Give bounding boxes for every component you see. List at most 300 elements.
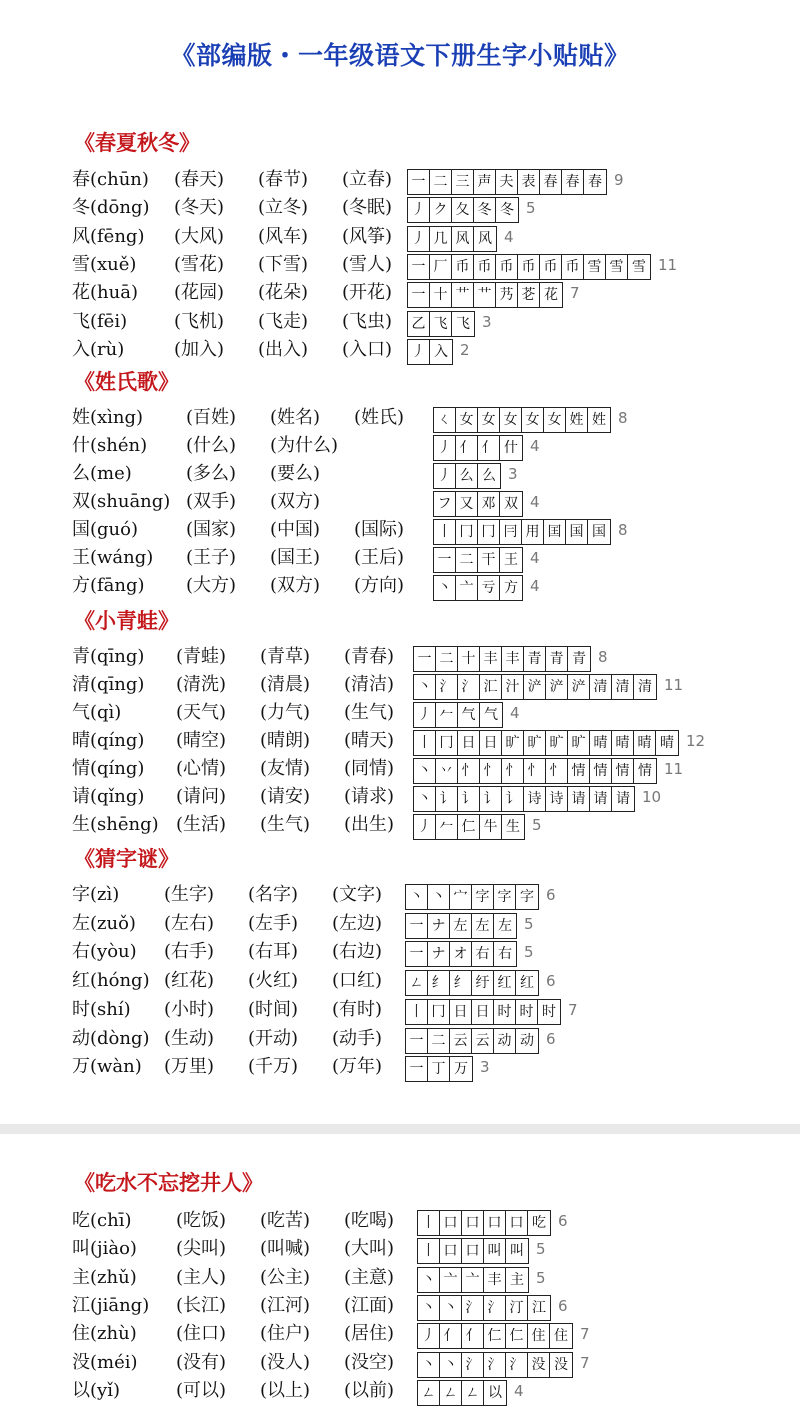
stroke-cell: 右 (472, 942, 494, 966)
stroke-order-box (407, 169, 607, 195)
stroke-cell: 女 (478, 408, 500, 432)
stroke-cell: 浐 (524, 675, 546, 699)
stroke-cell: 叫 (484, 1239, 506, 1263)
stroke-cell: 丿 (434, 436, 456, 460)
stroke-cell: 丿 (434, 464, 456, 488)
stroke-cell: ㄥ (406, 971, 428, 995)
stroke-cell: 丿 (408, 340, 430, 364)
stroke-cell: 氵 (462, 1353, 484, 1377)
stroke-cell: 动 (494, 1029, 516, 1053)
word-example: (生气) (260, 814, 311, 835)
stroke-order-box (413, 646, 591, 672)
word-example: (生气) (344, 702, 395, 723)
stroke-count: 2 (460, 340, 470, 359)
stroke-cell: ナ (428, 942, 450, 966)
word-example: (没空) (344, 1351, 395, 1373)
word-example: (吃喝) (344, 1210, 395, 1231)
stroke-cell: 请 (590, 787, 612, 811)
word-example: (为什么) (270, 435, 339, 456)
stroke-cell: 亻 (456, 436, 478, 460)
word-example: (青草) (260, 646, 311, 667)
word-example: (生字) (164, 884, 215, 905)
stroke-count: 6 (546, 886, 556, 904)
stroke-order-box (417, 1352, 573, 1378)
stroke-order-box (417, 1210, 551, 1236)
stroke-count: 9 (614, 171, 624, 189)
stroke-order-box (413, 786, 635, 812)
stroke-cell: 一 (414, 647, 436, 671)
stroke-cell: 春 (588, 174, 602, 190)
character-row (0, 671, 800, 699)
stroke-cell: 女 (522, 408, 544, 432)
character-row (0, 727, 800, 755)
stroke-count: 4 (530, 437, 540, 455)
word-example: (吃苦) (260, 1210, 311, 1231)
section-title: 《小青蛙》 (74, 609, 179, 633)
character-pinyin: 气(qì) (72, 702, 122, 723)
stroke-cell: 币 (452, 255, 474, 279)
stroke-cell: 忄 (458, 759, 480, 783)
word-example: (飞机) (174, 310, 225, 332)
word-example: (春天) (174, 169, 225, 190)
stroke-count: 11 (664, 676, 684, 694)
character-pinyin: 雪(xuě) (72, 253, 137, 275)
character-pinyin: 国(guó) (72, 519, 138, 540)
stroke-cell: 春 (562, 170, 584, 194)
word-example: (主人) (176, 1266, 227, 1288)
word-example: (右手) (164, 941, 215, 963)
word-example: (住户) (260, 1323, 311, 1345)
stroke-cell: 丶 (414, 675, 436, 699)
character-pinyin: 风(fēng) (72, 225, 145, 247)
word-example: (大风) (174, 225, 225, 247)
stroke-count: 4 (514, 1381, 524, 1400)
stroke-cell: 双 (504, 496, 518, 512)
stroke-cell: 干 (478, 548, 500, 572)
stroke-order-box (433, 463, 501, 489)
character-pinyin: 左(zuǒ) (72, 912, 136, 934)
stroke-cell: 女 (456, 408, 478, 432)
stroke-cell: 氵 (436, 675, 458, 699)
word-example: (以上) (260, 1379, 311, 1401)
stroke-order-box (417, 1238, 529, 1264)
character-pinyin: 字(zì) (72, 884, 120, 905)
character-row (0, 967, 800, 995)
character-row (0, 432, 800, 460)
stroke-cell: 币 (496, 255, 518, 279)
section-title: 《吃水不忘挖井人》 (74, 1171, 263, 1195)
stroke-cell: 日 (450, 1000, 472, 1024)
character-pinyin: 江(jiāng) (72, 1294, 150, 1316)
stroke-cell: 艿 (496, 283, 518, 307)
word-example: (同情) (344, 758, 395, 779)
stroke-cell: 币 (562, 255, 584, 279)
stroke-cell: 字 (494, 885, 516, 909)
stroke-order-box (405, 884, 539, 910)
character-row (0, 938, 800, 966)
stroke-order-box (413, 758, 657, 784)
word-example: (左手) (248, 912, 299, 934)
stroke-cell: 冂 (436, 731, 458, 755)
stroke-cell: 丶 (418, 1268, 440, 1292)
stroke-cell: 纡 (472, 971, 494, 995)
stroke-cell: 雪 (632, 258, 646, 275)
word-example: (生动) (164, 1027, 215, 1049)
word-example: (下雪) (258, 253, 309, 275)
stroke-cell: 气 (458, 703, 480, 727)
stroke-cell: 情 (638, 763, 652, 779)
stroke-cell: 汇 (480, 675, 502, 699)
stroke-cell: 么 (482, 468, 496, 484)
stroke-cell: 请 (616, 791, 630, 807)
stroke-count: 7 (568, 1000, 578, 1019)
stroke-cell: 币 (474, 255, 496, 279)
character-row (0, 404, 800, 432)
stroke-cell: オ (450, 942, 472, 966)
stroke-cell: 丨 (418, 1211, 440, 1235)
stroke-cell: 丶 (414, 787, 436, 811)
stroke-count: 4 (530, 493, 540, 511)
stroke-order-box (433, 519, 611, 545)
word-example: (开花) (342, 282, 393, 304)
stroke-cell: 花 (544, 287, 558, 304)
stroke-cell: 口 (484, 1211, 506, 1235)
stroke-cell: 丿 (408, 198, 430, 222)
stroke-cell: 晴 (590, 731, 612, 755)
character-pinyin: 生(shēng) (72, 814, 159, 835)
stroke-count: 7 (580, 1353, 590, 1372)
stroke-count: 10 (642, 788, 662, 806)
stroke-cell: 𠂉 (436, 815, 458, 839)
character-row (0, 910, 800, 938)
stroke-cell: 夫 (496, 170, 518, 194)
stroke-count: 5 (526, 199, 536, 218)
stroke-cell: 丶 (418, 1296, 440, 1320)
stroke-cell: ク (430, 198, 452, 222)
stroke-cell: 丨 (406, 1000, 428, 1024)
word-example: (双手) (186, 491, 237, 512)
character-pinyin: 住(zhù) (72, 1323, 137, 1345)
stroke-cell: 声 (474, 170, 496, 194)
stroke-cell: 浐 (568, 675, 590, 699)
character-row (0, 1053, 800, 1081)
stroke-cell: 青 (572, 651, 586, 667)
stroke-order-box (413, 674, 657, 700)
word-example: (长江) (176, 1294, 227, 1316)
stroke-cell: 生 (506, 819, 520, 835)
stroke-count: 7 (580, 1325, 590, 1344)
stroke-count: 3 (508, 465, 518, 483)
character-row (0, 699, 800, 727)
stroke-cell: 币 (518, 255, 540, 279)
stroke-cell: 一 (406, 1057, 428, 1081)
stroke-cell: 丶 (428, 885, 450, 909)
word-example: (晴天) (344, 730, 395, 751)
word-example: (雪人) (342, 253, 393, 275)
stroke-cell: 浐 (546, 675, 568, 699)
stroke-cell: 丶 (440, 1353, 462, 1377)
stroke-cell: 国 (592, 524, 606, 540)
word-example: (请求) (344, 786, 395, 807)
stroke-cell: 左 (450, 914, 472, 938)
character-row (0, 783, 800, 811)
stroke-cell: ㄥ (418, 1381, 440, 1405)
stroke-cell: 亏 (478, 576, 500, 600)
page-title: 《部编版・一年级语文下册生字小贴贴》 (170, 41, 630, 70)
character-pinyin: 双(shuāng) (72, 491, 171, 512)
stroke-cell: 飞 (456, 315, 470, 332)
stroke-cell: 以 (488, 1384, 502, 1401)
stroke-cell: 雪 (606, 255, 628, 279)
stroke-order-box (405, 970, 539, 996)
word-example: (风筝) (342, 225, 393, 247)
word-example: (江河) (260, 1294, 311, 1316)
stroke-count: 4 (504, 227, 514, 246)
stroke-cell: 姓 (592, 412, 606, 428)
character-row (0, 1320, 800, 1348)
word-example: (花园) (174, 282, 225, 304)
character-pinyin: 什(shén) (72, 435, 148, 456)
word-example: (心情) (176, 758, 227, 779)
character-row (0, 1025, 800, 1053)
word-example: (姓名) (270, 407, 321, 428)
stroke-cell: 左 (498, 917, 512, 934)
section-title: 《春夏秋冬》 (74, 131, 200, 155)
word-example: (立冬) (258, 197, 309, 219)
stroke-cell: 仁 (484, 1324, 506, 1348)
character-row (0, 1207, 800, 1235)
stroke-cell: 什 (504, 440, 518, 456)
stroke-cell: 冂 (456, 520, 478, 544)
stroke-cell: 一 (434, 548, 456, 572)
stroke-order-box (433, 435, 523, 461)
word-example: (左右) (164, 912, 215, 934)
character-pinyin: 晴(qíng) (72, 730, 145, 751)
stroke-cell: 住 (528, 1324, 550, 1348)
stroke-order-box (433, 407, 611, 433)
stroke-cell: 晴 (634, 731, 656, 755)
stroke-order-box (407, 226, 497, 252)
stroke-cell: 口 (506, 1211, 528, 1235)
stroke-count: 8 (598, 648, 608, 666)
stroke-cell: 请 (568, 787, 590, 811)
character-pinyin: 万(wàn) (72, 1056, 142, 1078)
word-example: (青春) (344, 646, 395, 667)
stroke-cell: 丁 (428, 1057, 450, 1081)
stroke-cell: 亻 (478, 436, 500, 460)
character-row (0, 516, 800, 544)
stroke-cell: 旷 (502, 731, 524, 755)
stroke-order-box (407, 282, 563, 308)
stroke-cell: 币 (540, 255, 562, 279)
word-example: (大叫) (344, 1238, 395, 1260)
stroke-cell: 冂 (428, 1000, 450, 1024)
stroke-cell: 丰 (480, 647, 502, 671)
stroke-cell: 日 (458, 731, 480, 755)
stroke-order-box (405, 1056, 473, 1082)
stroke-order-box (413, 702, 503, 728)
stroke-cell: 旷 (568, 731, 590, 755)
stroke-cell: 红 (494, 971, 516, 995)
stroke-cell: 晴 (612, 731, 634, 755)
word-example: (右耳) (248, 941, 299, 963)
stroke-count: 6 (546, 1029, 556, 1048)
stroke-cell: 丿 (408, 227, 430, 251)
stroke-count: 3 (480, 1058, 490, 1077)
stroke-cell: 口 (440, 1239, 462, 1263)
stroke-count: 6 (558, 1296, 568, 1315)
stroke-cell: 青 (524, 647, 546, 671)
word-example: (百姓) (186, 407, 237, 428)
character-row (0, 1292, 800, 1320)
stroke-cell: 氵 (484, 1353, 506, 1377)
word-example: (动手) (332, 1027, 383, 1049)
character-pinyin: 飞(fēi) (72, 310, 128, 332)
stroke-cell: 表 (518, 170, 540, 194)
stroke-cell: 丶 (440, 1296, 462, 1320)
stroke-cell: 字 (520, 889, 534, 905)
character-row (0, 308, 800, 336)
character-pinyin: 方(fāng) (72, 575, 145, 596)
character-pinyin: 入(rù) (72, 338, 125, 360)
character-pinyin: 冬(dōng) (72, 197, 150, 219)
word-example: (出生) (344, 814, 395, 835)
stroke-cell: 氵 (458, 675, 480, 699)
character-row (0, 1349, 800, 1377)
stroke-cell: 十 (430, 283, 452, 307)
stroke-cell: 日 (480, 731, 502, 755)
stroke-cell: 情 (590, 759, 612, 783)
word-example: (花朵) (258, 282, 309, 304)
word-example: (名字) (248, 884, 299, 905)
stroke-cell: 十 (458, 647, 480, 671)
stroke-count: 4 (510, 704, 520, 722)
stroke-cell: 云 (472, 1029, 494, 1053)
word-example: (没人) (260, 1351, 311, 1373)
stroke-order-box (407, 339, 453, 365)
character-pinyin: 青(qīng) (72, 646, 145, 667)
stroke-cell: 氵 (484, 1296, 506, 1320)
stroke-cell: ㄑ (434, 408, 456, 432)
character-row (0, 755, 800, 783)
section-title: 《猜字谜》 (74, 847, 179, 871)
stroke-cell: 一 (408, 170, 430, 194)
word-example: (飞走) (258, 310, 309, 332)
stroke-cell: 讠 (436, 787, 458, 811)
stroke-cell: 又 (456, 492, 478, 516)
stroke-cell: 春 (540, 170, 562, 194)
character-pinyin: 姓(xìng) (72, 407, 144, 428)
stroke-cell: 万 (454, 1061, 468, 1078)
word-example: (尖叫) (176, 1238, 227, 1260)
word-example: (入口) (342, 338, 393, 360)
stroke-cell: 旷 (546, 731, 568, 755)
stroke-cell: 清 (590, 675, 612, 699)
stroke-cell: 晴 (660, 735, 674, 751)
character-row (0, 488, 800, 516)
word-example: (请问) (176, 786, 227, 807)
stroke-cell: 讠 (480, 787, 502, 811)
word-example: (万年) (332, 1056, 383, 1078)
page-divider (0, 1124, 800, 1134)
word-example: (没有) (176, 1351, 227, 1373)
stroke-order-box (417, 1267, 529, 1293)
stroke-cell: 亠 (456, 576, 478, 600)
stroke-cell: 口 (440, 1211, 462, 1235)
character-row (0, 881, 800, 909)
stroke-cell: 忄 (524, 759, 546, 783)
stroke-cell: 用 (522, 520, 544, 544)
stroke-order-box (407, 197, 519, 223)
word-example: (请安) (260, 786, 311, 807)
stroke-order-box (433, 575, 523, 601)
character-pinyin: 主(zhǔ) (72, 1266, 137, 1288)
stroke-cell: 三 (452, 170, 474, 194)
stroke-cell: 没 (554, 1356, 568, 1373)
word-example: (国际) (354, 519, 405, 540)
word-example: (冬眠) (342, 197, 393, 219)
word-example: (中国) (270, 519, 321, 540)
stroke-cell: ナ (428, 914, 450, 938)
word-example: (千万) (248, 1056, 299, 1078)
stroke-cell: 一 (408, 255, 430, 279)
stroke-cell: 一 (406, 942, 428, 966)
word-example: (多么) (186, 463, 237, 484)
stroke-cell: 忄 (502, 759, 524, 783)
stroke-count: 5 (532, 816, 542, 834)
stroke-cell: 王 (504, 552, 518, 568)
stroke-cell: 诗 (546, 787, 568, 811)
stroke-cell: 丰 (502, 647, 524, 671)
stroke-cell: 方 (504, 580, 518, 596)
stroke-cell: 二 (430, 170, 452, 194)
stroke-order-box (405, 999, 561, 1025)
stroke-cell: 口 (462, 1239, 484, 1263)
word-example: (飞虫) (342, 310, 393, 332)
character-row (0, 166, 800, 194)
stroke-order-box (433, 547, 523, 573)
word-example: (开动) (248, 1027, 299, 1049)
character-row (0, 643, 800, 671)
stroke-cell: 口 (462, 1211, 484, 1235)
stroke-cell: 几 (430, 227, 452, 251)
word-example: (冬天) (174, 197, 225, 219)
stroke-cell: 丨 (414, 731, 436, 755)
stroke-cell: 旷 (524, 731, 546, 755)
character-row (0, 336, 800, 364)
stroke-cell: 冃 (500, 520, 522, 544)
stroke-cell: 叫 (510, 1243, 524, 1260)
word-example: (双方) (270, 575, 321, 596)
stroke-cell: 囯 (544, 520, 566, 544)
stroke-cell: 亻 (462, 1324, 484, 1348)
character-row (0, 194, 800, 222)
stroke-cell: ㄥ (440, 1381, 462, 1405)
stroke-cell: 雪 (584, 255, 606, 279)
stroke-cell: 诗 (524, 787, 546, 811)
stroke-cell: 讠 (502, 787, 524, 811)
stroke-cell: 丶 (418, 1353, 440, 1377)
stroke-cell: 𠂉 (436, 703, 458, 727)
stroke-cell: 风 (478, 230, 492, 247)
word-example: (江面) (344, 1294, 395, 1316)
stroke-order-box (413, 814, 525, 840)
character-row (0, 1264, 800, 1292)
stroke-cell: 时 (516, 1000, 538, 1024)
stroke-cell: 讠 (458, 787, 480, 811)
stroke-cell: 纟 (450, 971, 472, 995)
word-example: (清洁) (344, 674, 395, 695)
